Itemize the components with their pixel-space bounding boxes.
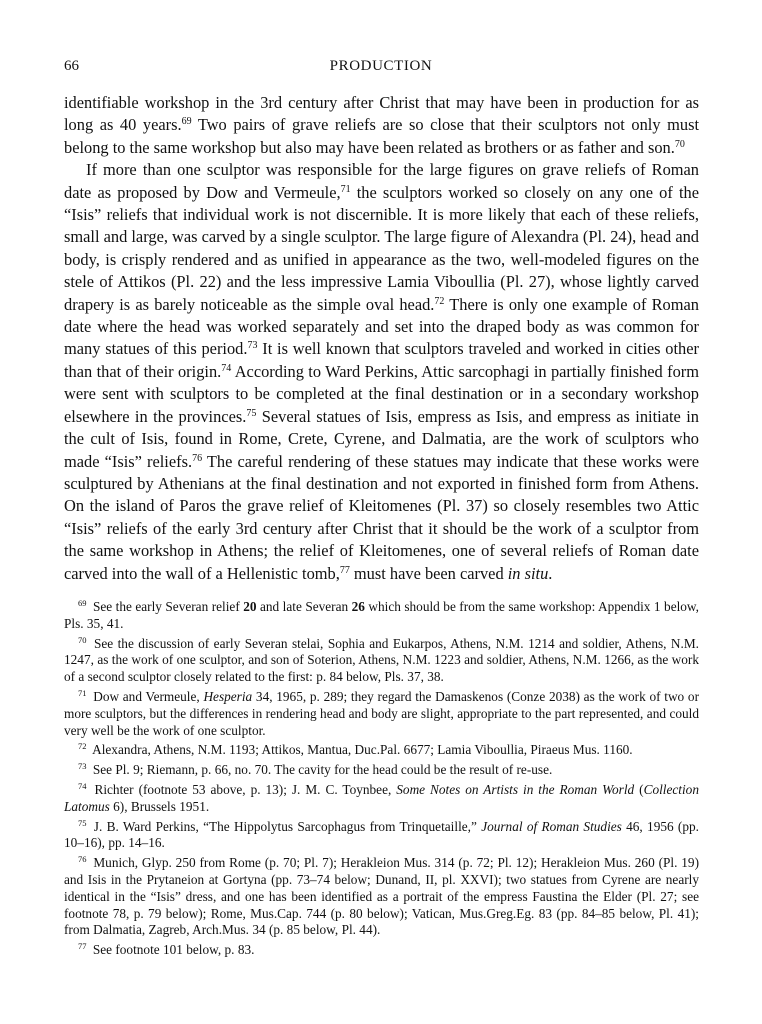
footnote-76: $^{76}$ Munich, Glyp. 250 from Rome (p. 70; Pl. 7); Herakleion Mus. 314 (p. 72; Pl. 12); Herakleion Mus. 260 (Pl. 19) and Isis in the Prytaneion at Gortyna (pp. 73–74 below; Dunand, II, pl. XXVI); two statues from Cyrene are nearly identical in the “Isis” dress, and one has been identified as a portrait of the empress Faustina the Elder (Pl. 27; see footnote 78, p. 79 below); Rome, Mus.Cap. 744 (p. 80 below); Vatican, Mus.Greg.Eg. 83 (pp. 84–85 below, Pl. 41); from Dalmatia, Zagreb, Arch.Mus. 34 (p. 85 below, Pl. 44). [64, 854, 699, 938]
running-head [64, 58, 698, 78]
footnote-number: 71 [78, 687, 87, 698]
footnote-75: $^{75}$ J. B. Ward Perkins, “The Hippolytus Sarcophagus from Trinquetaille,” Journal of Roman Studies 46, 1956 (pp. 10–16), pp. 14–16. [64, 817, 699, 851]
footnote-ref-76[interactable]: 76 [192, 452, 203, 464]
page-number: 66 [64, 58, 79, 74]
footnote-77: $^{77}$ See footnote 101 below, p. 83. [78, 941, 255, 958]
footnote-number: 76 [78, 854, 87, 865]
footnote-ref-69[interactable]: 69 [181, 116, 192, 128]
footnote-73: $^{73}$ See Pl. 9; Riemann, p. 66, no. 70. The cavity for the head could be the result of re-use. [78, 761, 553, 778]
footnote-number: 69 [78, 598, 87, 608]
footnote-number: 77 [78, 941, 87, 952]
body-text [64, 92, 699, 585]
footnote-number: 72 [78, 741, 87, 752]
footnote-71: $^{71}$ Dow and Vermeule, Hesperia 34, 1965, p. 289; they regard the Damaskenos (Conze 2038) as the work of two or more sculptors, but the differences in rendering head and body are slight, appropriate to the part represented, and could very well be the work of one sculptor. [64, 687, 699, 738]
footnote-72: $^{72}$ Alexandra, Athens, N.M. 1193; Attikos, Mantua, Duc.Pal. 6677; Lamia Viboullia, Piraeus Mus. 1160. [78, 741, 633, 758]
footnote-ref-77[interactable]: 77 [339, 564, 350, 576]
paragraph-1: identifiable workshop in the 3rd century after Christ that may have been in production for as long as 40 years.$^{69}$ Two pairs of grave reliefs are so close that their sculptors not only must belong to the same workshop but also may have been related as brothers or as father and son.$^{70}$ [64, 93, 699, 157]
footnote-74: $^{74}$ Richter (footnote 53 above, p. 13); J. M. C. Toynbee, Some Notes on Artists in the Roman World (Collection Latomus 6), Brussels 1951. [64, 780, 699, 814]
footnote-number: 70 [78, 634, 87, 645]
footnote-ref-74[interactable]: 74 [221, 362, 232, 374]
footnote-69: $^{69}$ See the early Severan relief 20 and late Severan 26 which should be from the same workshop: Appendix 1 below, Pls. 35, 41. [64, 598, 699, 631]
footnote-ref-71[interactable]: 71 [340, 183, 351, 195]
footnote-number: 74 [78, 780, 87, 791]
footnote-ref-72[interactable]: 72 [434, 295, 445, 307]
footnote-ref-75[interactable]: 75 [246, 407, 257, 419]
footnote-ref-70[interactable]: 70 [674, 138, 685, 150]
footnote-number: 75 [78, 817, 87, 828]
footnote-number: 73 [78, 761, 87, 772]
running-title: PRODUCTION [329, 58, 433, 74]
footnote-ref-73[interactable]: 73 [247, 340, 258, 352]
footnote-70: $^{70}$ See the discussion of early Severan stelai, Sophia and Eukarpos, Athens, N.M. 1214 and soldier, Athens, N.M. 1247, as the work of one sculptor, and son of Soterion, Athens, N.M. 1223 and soldier, Athens, N.M. 1266, as the work of a second sculptor closely related to the first: p. 84 below, Pls. 37, 38. [64, 634, 699, 685]
footnotes [64, 599, 699, 962]
paragraph-2: If more than one sculptor was responsible for the large figures on grave reliefs of Roman date as proposed by Dow and Vermeule,$^{71}$ the sculptors worked so closely on any one of the “Isis” reliefs that individual work is not discernible. It is more likely that each of these reliefs, small and large, was carved by a single sculptor. The large figure of Alexandra (Pl. 24), head and body, is crisply rendered and as unified in appearance as the two, well-modeled figures on the stele of Attikos (Pl. 22) and the less impressive Lamia Viboullia (Pl. 27), whose lightly carved drapery is as barely noticeable as the simple oval head.$^{72}$ There is only one example of Roman date where the head was worked separately and set into the draped body as was common for many statues of this period.$^{73}$ It is well known that sculptors traveled and worked in cities other than that of their origin.$^{74}$ According to Ward Perkins, Attic sarcophagi in partially finished form were sent with sculptors to be completed at the final destination or in a secondary workshop elsewhere in the provinces.$^{75}$ Several statues of Isis, empress as Isis, and empress as initiate in the cult of Isis, found in Rome, Crete, Cyrene, and Dalmatia, are the work of sculptors who made “Isis” reliefs.$^{76}$ The careful rendering of these statues may indicate that these works were sculptured by Athenians at the final destination and not exported in finished form from Athens. On the island of Paros the grave relief of Kleitomenes (Pl. 37) so closely resembles two Attic “Isis” reliefs of the early 3rd century after Christ that it should be the work of a sculptor from the same workshop in Athens; the relief of Kleitomenes, one of several reliefs of Roman date carved into the wall of a Hellenistic tomb,$^{77}$ must have been carved in situ. [64, 160, 700, 583]
